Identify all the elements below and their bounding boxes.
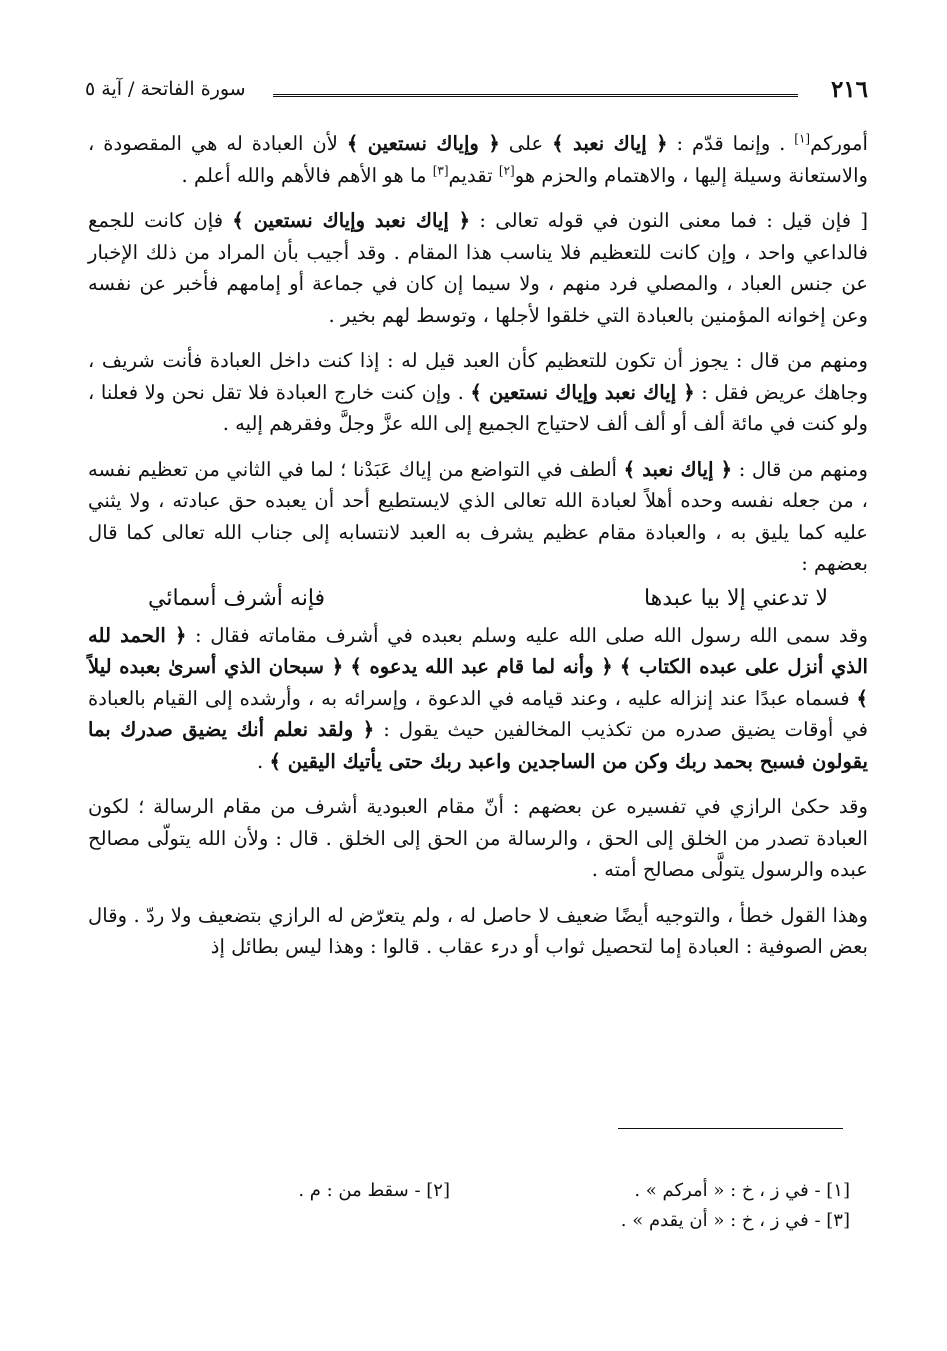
quran-quote: ﴿ سبحان الذي أسرىٰ بعبده ليلاً ﴾	[88, 655, 868, 710]
poetry-verse	[88, 582, 868, 616]
paragraph-1: أموركم[١] . وإنما قدّم : ﴿ إياك نعبد ﴾ على ﴿ وإياك نستعين ﴾ لأن العبادة له هي المقصودة ، والاستعانة وسيلة إليها ، والاهتمام والحزم هو[٢] تقديم[٣] ما هو الأهم فالأهم والله أعلم .	[88, 131, 869, 187]
paragraph-2: [ فإن قيل : فما معنى النون في قوله تعالى : ﴿ إياك نعبد وإياك نستعين ﴾ فإن كانت للجمع فالداعي واحد ، وإن كانت للتعظيم فلا يناسب هذا المقام . وقد أجيب بأن المراد من ذلك الإخبار عن جنس العباد ، والمصلي فرد منهم ، ولا سيما إن كان في جماعة أو إمامهم فأخبر عن نفسه وعن إخوانه المؤمنين بالعبادة التي خلقوا لأجلها ، وتوسط لهم بخير .	[88, 209, 869, 327]
header-rule	[273, 94, 798, 100]
footnote-2: [٢] - سقط من : م .	[298, 1180, 450, 1201]
quran-quote: ﴿ وإياك نستعين ﴾	[346, 132, 500, 155]
verse-second-hemistich: فإنه أشرف أسمائي	[148, 585, 326, 611]
quran-quote: ﴿ الحمد لله الذي أنزل على عبده الكتاب ﴾	[88, 623, 868, 678]
quran-quote: ﴿ إياك نعبد ﴾	[623, 457, 733, 481]
page-number: ٢١٦	[830, 76, 868, 103]
verse-first-hemistich: لا تدعني إلا بيا عبدها	[643, 585, 828, 611]
footnote-1: [١] - في ز ، خ : « أمركم » .	[634, 1180, 850, 1201]
page-header	[85, 72, 868, 108]
footnote-marker-1: [١]	[794, 131, 811, 146]
quran-quote: ﴿ ولقد نعلم أنك يضيق صدرك بما يقولون فسبح بحمد ربك وكن من الساجدين واعبد ربك حتى يأتيك اليقين ﴾	[88, 718, 868, 773]
footnote-marker-2: [٢]	[498, 162, 515, 177]
page-body	[88, 128, 868, 963]
footnotes	[150, 1176, 850, 1236]
paragraph-6: وقد حكىٰ الرازي في تفسيره عن بعضهم : أنّ مقام العبودية أشرف من مقام الرسالة ؛ لكون العبادة تصدر من الخلق إلى الحق ، والرسالة من الحق إلى الخلق . قال : ولأن الله يتولّى مصالح عبده والرسول يتولَّى مصالح أمته .	[88, 795, 868, 881]
quran-quote: ﴿ إياك نعبد وإياك نستعين ﴾	[470, 380, 695, 404]
footnote-3: [٣] - في ز ، خ : « أن يقدم » .	[620, 1210, 850, 1231]
paragraph-4: ومنهم من قال : ﴿ إياك نعبد ﴾ ألطف في التواضع من إياك عَبَدْنا ؛ لما في الثاني من تعظيم نفسه ، من جعله نفسه وحده أهلاً لعبادة الله تعالى الذي لايستطيع أحد أن يعبده حق عبادته ، ولا يثني عليه كما يليق به ، والعبادة مقام عظيم يشرف به العبد لانتسابه إلى جناب الله تعالى كما قال بعضهم :	[88, 457, 868, 575]
running-title: سورة الفاتحة / آية ٥	[85, 78, 246, 100]
quran-quote: ﴿ إياك نعبد وإياك نستعين ﴾	[232, 209, 471, 232]
footnote-marker-3: [٣]	[432, 162, 449, 177]
paragraph-5: وقد سمى الله رسول الله صلى الله عليه وسلم بعبده في أشرف مقاماته فقال : ﴿ الحمد لله الذي أنزل على عبده الكتاب ﴾ ﴿ وأنه لما قام عبد الله يدعوه ﴾ ﴿ سبحان الذي أسرىٰ بعبده ليلاً ﴾ فسماه عبدًا عند إنزاله عليه ، وعند قيامه في الدعوة ، وإسرائه به ، وأرشده إلى القيام بالعبادة في أوقات يضيق صدره من تكذيب المخالفين حيث يقول : ﴿ ولقد نعلم أنك يضيق صدرك بما يقولون فسبح بحمد ربك وكن من الساجدين واعبد ربك حتى يأتيك اليقين ﴾ .	[88, 623, 869, 773]
quran-quote: ﴿ إياك نعبد ﴾	[552, 132, 668, 155]
footnote-separator	[618, 1128, 843, 1129]
quran-quote: ﴿ وأنه لما قام عبد الله يدعوه ﴾	[350, 655, 613, 678]
paragraph-3: ومنهم من قال : يجوز أن تكون للتعظيم كأن العبد قيل له : إذا كنت داخل العبادة فأنت شريف ، وجاهك عريض فقل : ﴿ إياك نعبد وإياك نستعين ﴾ . وإن كنت خارج العبادة فلا تقل نحن ولا فعلنا ، ولو كنت في مائة ألف أو ألف ألف لاحتياج الجميع إلى الله عزَّ وجلَّ وفقرهم إليه .	[88, 349, 869, 435]
paragraph-7: وهذا القول خطأ ، والتوجيه أيضًا ضعيف لا حاصل له ، ولم يتعرّض له الرازي بتضعيف ولا ردّ . وقال بعض الصوفية : العبادة إما لتحصيل ثواب أو درء عقاب . قالوا : وهذا ليس بطائل إذ	[88, 903, 868, 958]
